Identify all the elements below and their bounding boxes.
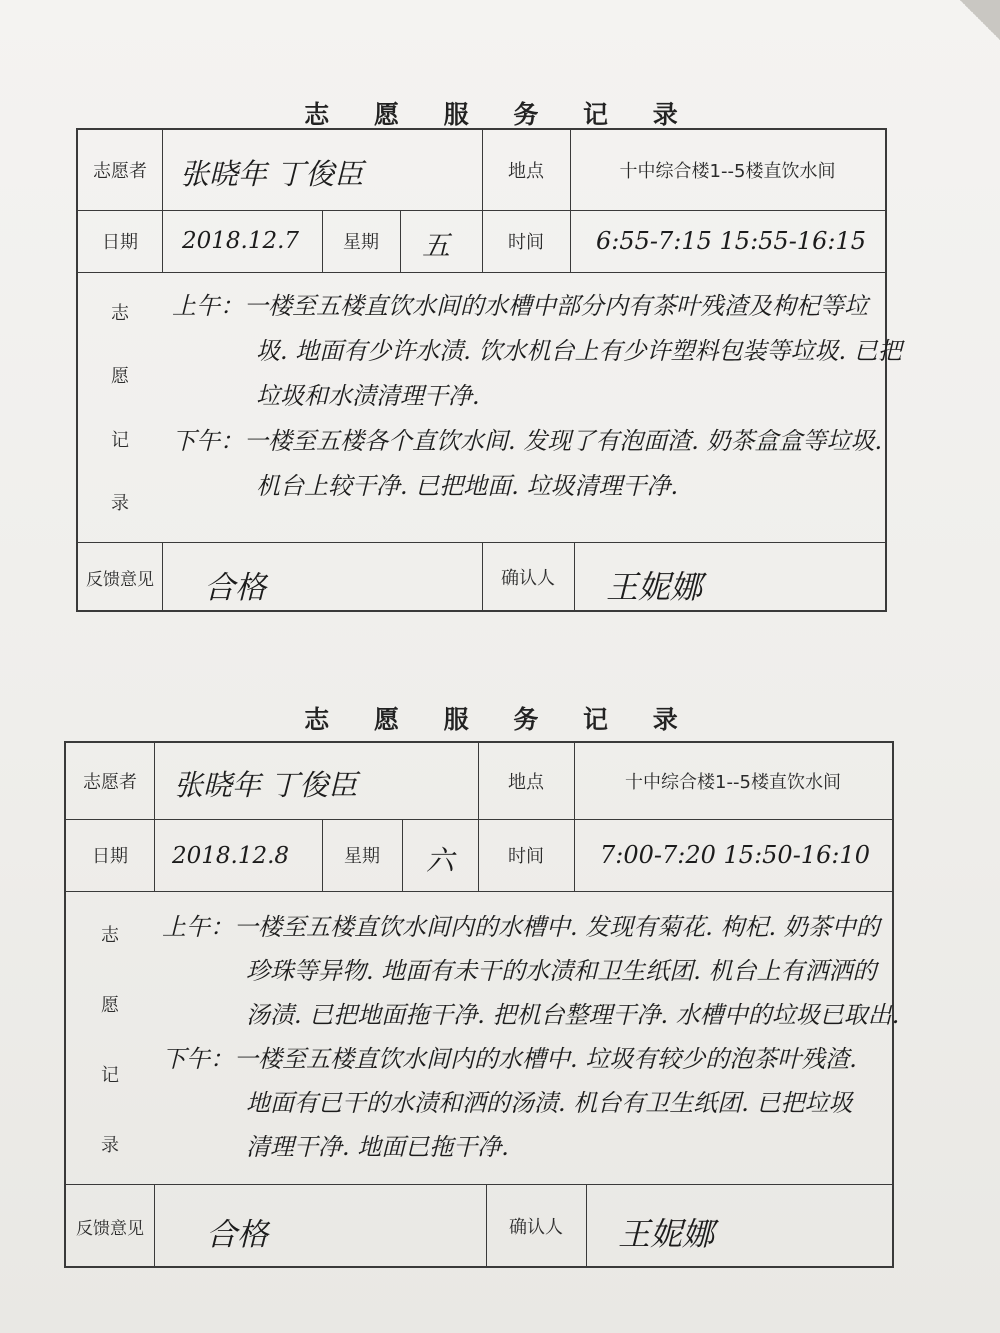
feedback-label: 反馈意见 bbox=[76, 1218, 144, 1239]
record-form-1 bbox=[76, 128, 902, 612]
weekday-value: 五 bbox=[422, 229, 451, 262]
record-notes bbox=[162, 905, 900, 1169]
date-value: 2018.12.8 bbox=[172, 843, 290, 869]
volunteer-names: 张晓年 丁俊臣 bbox=[174, 768, 358, 802]
note-line: 珍珠等异物. 地面有未干的水渍和卫生纸团. 机台上有洒洒的 bbox=[246, 957, 877, 985]
time-label: 时间 bbox=[508, 232, 544, 253]
confirmer-label: 确认人 bbox=[509, 1217, 563, 1238]
feedback-label: 反馈意见 bbox=[86, 569, 154, 590]
confirmer-signature: 王妮娜 bbox=[618, 1215, 715, 1253]
date-label: 日期 bbox=[92, 846, 128, 867]
volunteer-label: 志愿者 bbox=[83, 772, 137, 793]
note-line: 下午：一楼至五楼直饮水间内的水槽中. 垃圾有较少的泡茶叶残渣. bbox=[162, 1045, 857, 1073]
page-corner-fold bbox=[960, 0, 1000, 40]
weekday-value: 六 bbox=[426, 844, 455, 877]
record-label: 志 愿 记 录 bbox=[111, 302, 129, 515]
note-line: 地面有已干的水渍和洒的汤渍. 机台有卫生纸团. 已把垃圾 bbox=[246, 1089, 853, 1117]
confirmer-signature: 王妮娜 bbox=[606, 568, 703, 606]
note-line: 机台上较干净. 已把地面. 垃圾清理干净. bbox=[256, 472, 679, 500]
time-label: 时间 bbox=[508, 846, 544, 867]
location-value: 十中综合楼1--5楼直饮水间 bbox=[625, 772, 841, 793]
confirmer-label: 确认人 bbox=[501, 568, 555, 589]
location-value: 十中综合楼1--5楼直饮水间 bbox=[619, 161, 836, 182]
record-notes bbox=[172, 284, 902, 509]
feedback-value: 合格 bbox=[204, 570, 266, 606]
date-label: 日期 bbox=[102, 232, 138, 253]
location-label: 地点 bbox=[508, 161, 544, 182]
note-line: 下午：一楼至五楼各个直饮水间. 发现了有泡面渣. 奶茶盒盒等垃圾. bbox=[172, 427, 883, 455]
note-line: 垃圾和水渍清理干净. bbox=[256, 382, 480, 410]
form-title: 志 愿 服 务 记 录 bbox=[304, 705, 696, 734]
location-label: 地点 bbox=[508, 772, 544, 793]
volunteer-label: 志愿者 bbox=[93, 161, 147, 182]
time-value: 7:00-7:20 15:50-16:10 bbox=[600, 841, 870, 869]
time-value: 6:55-7:15 15:55-16:15 bbox=[596, 227, 866, 255]
weekday-label: 星期 bbox=[344, 846, 380, 867]
date-value: 2018.12.7 bbox=[182, 228, 300, 254]
record-label: 志 愿 记 录 bbox=[101, 925, 119, 1156]
note-line: 汤渍. 已把地面拖干净. 把机台整理干净. 水槽中的垃圾已取出. bbox=[246, 1001, 900, 1029]
feedback-value: 合格 bbox=[206, 1217, 268, 1253]
volunteer-names: 张晓年 丁俊臣 bbox=[180, 157, 364, 191]
note-line: 圾. 地面有少许水渍. 饮水机台上有少许塑料包装等垃圾. 已把 bbox=[256, 337, 902, 365]
form-title: 志 愿 服 务 记 录 bbox=[304, 100, 696, 129]
note-line: 上午：一楼至五楼直饮水间内的水槽中. 发现有菊花. 枸杞. 奶茶中的 bbox=[162, 913, 880, 941]
note-line: 上午：一楼至五楼直饮水间的水槽中部分内有茶叶残渣及枸杞等垃 bbox=[172, 292, 868, 320]
note-line: 清理干净. 地面已拖干净. bbox=[246, 1133, 509, 1161]
weekday-label: 星期 bbox=[343, 232, 379, 253]
record-form-2 bbox=[64, 741, 900, 1268]
